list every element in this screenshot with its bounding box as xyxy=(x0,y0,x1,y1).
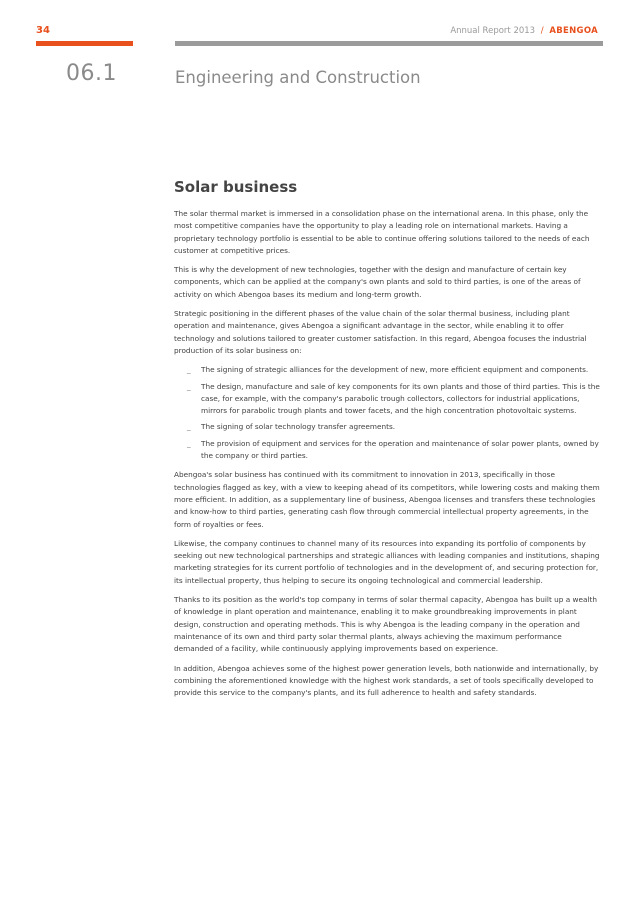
paragraph: The solar thermal market is immersed in a consolidation phase on the international arena. In this phase, only the most competitive companies have the opportunity to play a leading role on international markets. Having a proprietary technology portfolio is essential to be able to continue offering solutions tailored to the needs of each customer at competitive prices. xyxy=(174,209,590,255)
page-number: 34 xyxy=(36,25,50,36)
paragraph: Thanks to its position as the world's top company in terms of solar thermal capacity, Abengoa has built up a wealth of knowledge in plant operation and maintenance, enabling it to make groundbreaking improvements in plant design, construction and operating methods. This is why Abengoa is the leading company in the operation and maintenance of its own and third party solar thermal plants, always achieving the maximum performance demanded of a facility, while continuously applying improvements based on experience. xyxy=(174,595,597,654)
main-content xyxy=(174,178,600,706)
section-number: 06.1 xyxy=(66,61,117,86)
list-item xyxy=(174,364,600,376)
bullet-marker: _ xyxy=(187,422,191,432)
list-item xyxy=(174,421,600,433)
list-item-text: The design, manufacture and sale of key components for its own plants and those of third parties. This is the case, for example, with the company's parabolic trough collectors, collectors for industrial applications, mirrors for parabolic trough plants and tower facets, and the high concentration photovoltaic systems. xyxy=(201,381,600,416)
list-item-text: The signing of solar technology transfer agreements. xyxy=(201,422,396,432)
paragraph: Strategic positioning in the different phases of the value chain of the solar thermal business, including plant operation and maintenance, gives Abengoa a significant advantage in the sector, while enabling it to offer technology and solutions tailored to greater customer satisfaction. In this regard, Abengoa focuses the industrial production of its solar business on: xyxy=(174,309,587,355)
list-item-text: The signing of strategic alliances for the development of new, more efficient equipment and components. xyxy=(201,365,589,375)
header-separator: / xyxy=(540,26,544,36)
list-item xyxy=(174,381,600,418)
header-divider xyxy=(175,41,603,46)
paragraph: Likewise, the company continues to channel many of its resources into expanding its portfolio of components by seeking out new technological partnerships and strategic alliances with leading companies and institutions, shaping marketing strategies for its current portfolio of technologies and in the development of, and securing protection for, its intellectual property, thus helping to secure its ongoing technological and commercial leadership. xyxy=(174,538,600,585)
paragraph: Abengoa's solar business has continued with its commitment to innovation in 2013, specifically in those technologies flagged as key, with a view to keeping ahead of its competitors, while lowering costs and making them more efficient. In addition, as a supplementary line of business, Abengoa licenses and transfers these technologies and know-how to third parties, generating cash flow through commercial intellectual property agreements, in the form of royalties or fees. xyxy=(174,470,600,529)
brand-logo: ABENGOA xyxy=(549,26,598,36)
section-title: Engineering and Construction xyxy=(175,68,421,87)
list-item-text: The provision of equipment and services for the operation and maintenance of solar power plants, owned by the company or third parties. xyxy=(201,438,599,461)
paragraph: This is why the development of new technologies, together with the design and manufacture of certain key components, which can be applied at the company's own plants and sold to third parties, is one of the areas of activity on which Abengoa bases its medium and long-term growth. xyxy=(174,265,581,299)
paragraph: In addition, Abengoa achieves some of the highest power generation levels, both nationwide and internationally, by combining the aforementioned knowledge with the highest work standards, a set of tools specifically developed to provide this service to the company's plants, and its full adherence to health and safety standards. xyxy=(174,663,599,698)
running-header xyxy=(450,26,598,36)
bullet-marker: _ xyxy=(187,438,191,448)
bullet-marker: _ xyxy=(187,365,191,375)
list-item xyxy=(174,438,600,463)
report-label: Annual Report 2013 xyxy=(450,26,536,36)
bullet-marker: _ xyxy=(187,381,191,391)
accent-divider xyxy=(36,41,133,46)
page-heading: Solar business xyxy=(174,178,298,196)
bullet-list xyxy=(174,364,600,462)
